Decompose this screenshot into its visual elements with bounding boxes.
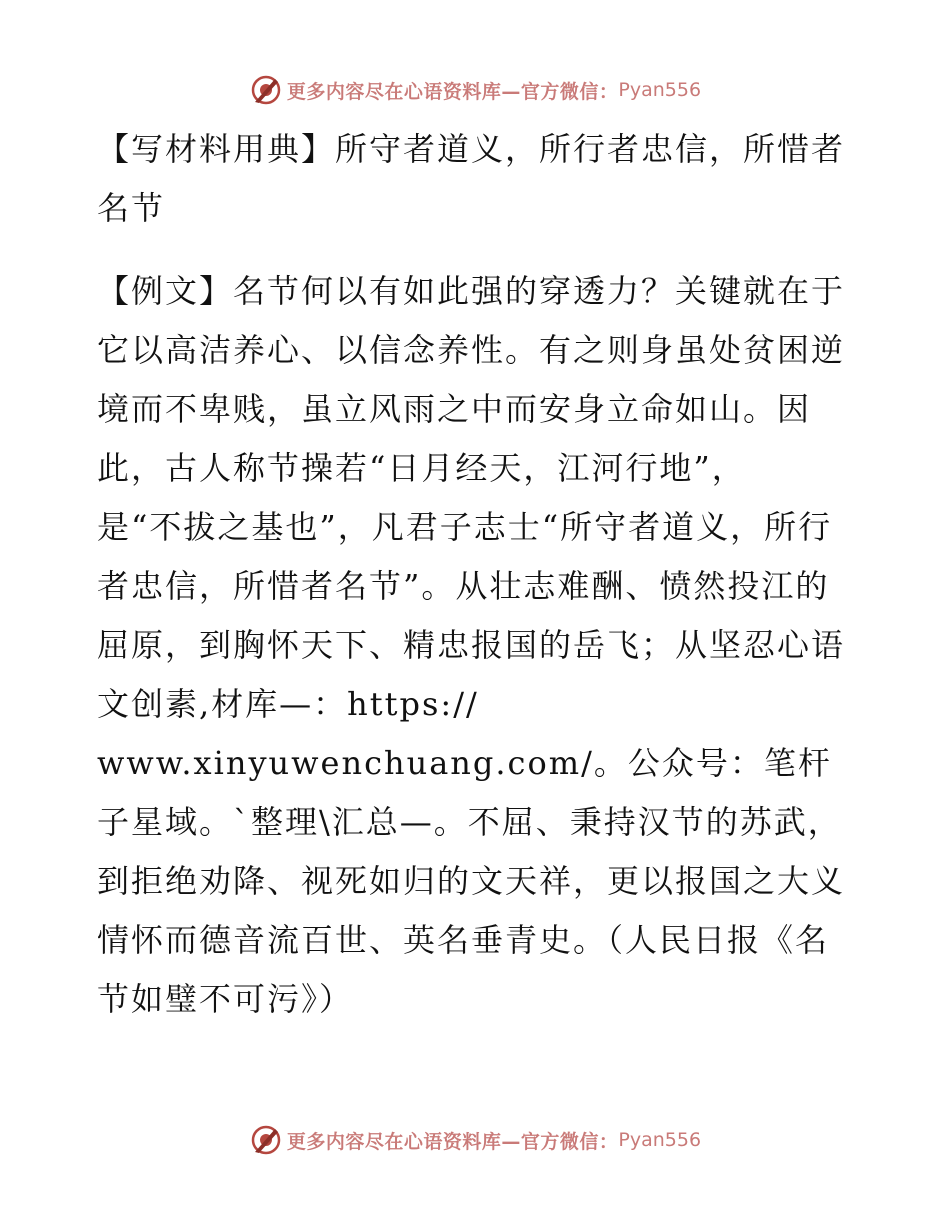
header-banner-text: 更多内容尽在心语资料库—官方微信： — [286, 80, 619, 103]
document-title-line: 【写材料用典】所守者道义，所行者忠信，所惜者名节 — [97, 130, 846, 227]
header-banner — [0, 70, 950, 110]
document-content — [97, 120, 857, 1029]
document-body: 【例文】名节何以有如此强的穿透力？关键就在于它以高洁养心、以信念养性。有之则身虽处贫困逆境而不卑贱，虽立风雨之中而安身立命如山。因此，古人称节操若“日月经天，江河行地”， 是“不拔之基也”，凡君子志士“所守者道义，所行者忠信，所惜者名节”。从壮志难酬、愤然投江的屈原，到胸怀天下、精忠报国的岳飞；从坚忍心语文创素,材库—：https:// www.xinyuwenchuang.com/。公众号：笔杆子星域。`整理\汇总—。不屈、秉持汉节的苏武，到拒绝劝降、视死如归的文天祥，更以报国之大义情怀而德音流百世、英名垂青史。（人民日报《名节如璧不可污》） — [97, 272, 846, 1018]
footer-banner — [0, 1120, 950, 1160]
footer-banner-handle: Pyan556 — [618, 1129, 702, 1151]
footer-banner-text: 更多内容尽在心语资料库—官方微信： — [286, 1130, 619, 1153]
header-banner-handle: Pyan556 — [618, 79, 702, 101]
paragraph-gap — [97, 238, 857, 262]
quill-pen-circle-icon — [249, 1123, 283, 1157]
quill-pen-circle-icon — [249, 73, 283, 107]
